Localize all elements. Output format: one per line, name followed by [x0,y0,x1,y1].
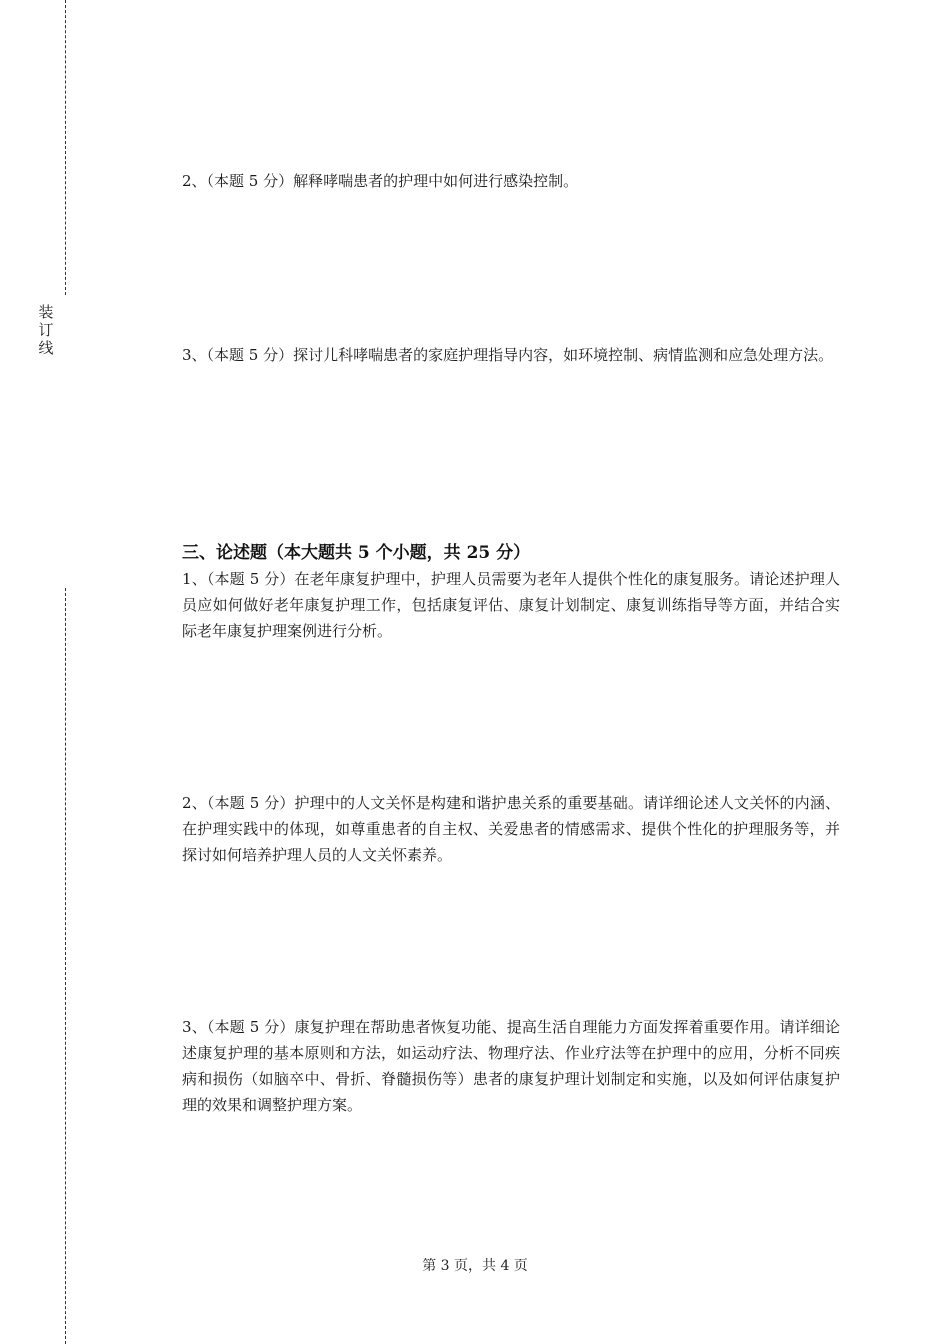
binding-line-bottom [65,588,66,1344]
essay-question-1: 1、（本题 5 分）在老年康复护理中，护理人员需要为老年人提供个性化的康复服务。请论述护理人员应如何做好老年康复护理工作，包括康复评估、康复计划制定、康复训练指导等方面，并结合实际老年康复护理案例进行分析。 [182,570,840,640]
binding-label-char: 线 [38,339,54,357]
binding-label-char: 订 [38,321,54,339]
page-number: 第 3 页，共 4 页 [422,1258,528,1274]
binding-label-char: 装 [38,303,54,321]
binding-line-label [37,303,55,357]
essay-question-3: 3、（本题 5 分）康复护理在帮助患者恢复功能、提高生活自理能力方面发挥着重要作用。请详细论述康复护理的基本原则和方法，如运动疗法、物理疗法、作业疗法等在护理中的应用，分析不同疾病和损伤（如脑卒中、骨折、脊髓损伤等）患者的康复护理计划制定和实施，以及如何评估康复护理的效果和调整护理方案。 [182,1018,840,1114]
essay-question-2: 2、（本题 5 分）护理中的人文关怀是构建和谐护患关系的重要基础。请详细论述人文关怀的内涵、在护理实践中的体现，如尊重患者的自主权、关爱患者的情感需求、提供个性化的护理服务等，并探讨如何培养护理人员的人文关怀素养。 [182,794,840,864]
binding-line-top [65,0,66,295]
question-2-3: 3、（本题 5 分）探讨儿科哮喘患者的家庭护理指导内容，如环境控制、病情监测和应急处理方法。 [182,346,834,364]
section-title: 三、论述题（本大题共 5 个小题，共 25 分） [182,543,531,563]
question-2-2: 2、（本题 5 分）解释哮喘患者的护理中如何进行感染控制。 [182,172,579,190]
